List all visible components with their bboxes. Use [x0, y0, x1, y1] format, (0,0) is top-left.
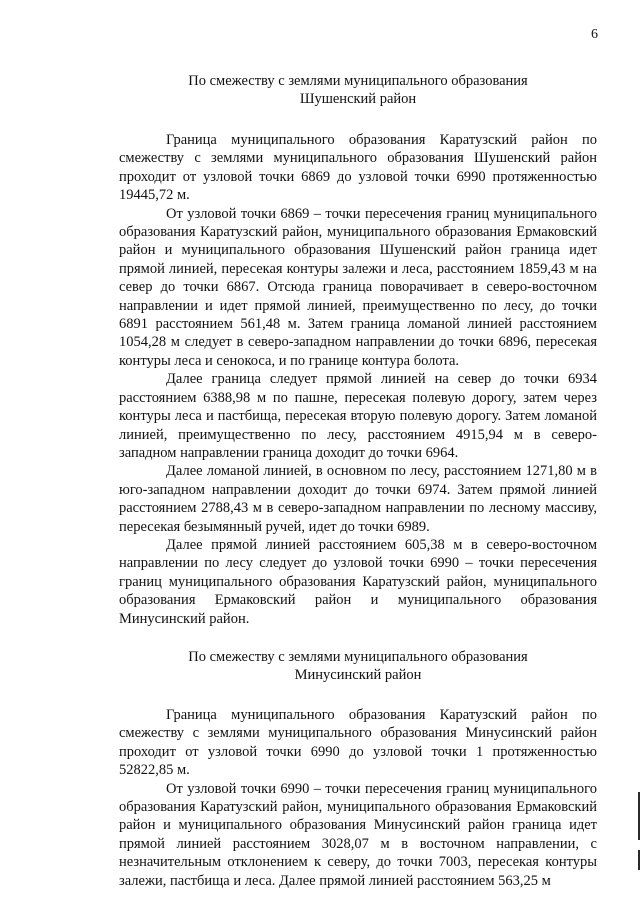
- paragraph: От узловой точки 6990 – точки пересечения границ муниципального образования Каратузский район, муниципального образования Ермаковский район и муниципального образования Минусинский район граница идет прямой линией расстоянием 3028,07 м в восточном направлении, с незначительным отклонением к северу, до точки 7003, пересекая контуры залежи, пастбища и леса. Далее прямой линией расстоянием 563,25 м: [119, 780, 597, 889]
- section-heading-shushensky: [119, 72, 597, 108]
- paragraph: От узловой точки 6869 – точки пересечения границ муниципального образования Каратузский район, муниципального образования Ермаковский район и муниципального образования Шушенский район граница идет прямой линией, пересекая контуры залежи и леса, расстоянием 1859,43 м на север до точки 6867. Отсюда граница поворачивает в северо-восточном направлении и идет прямой линией, преимущественно по лесу, до точки 6891 расстоянием 561,48 м. Затем граница ломаной линией расстоянием 1054,28 м следует в северо-западном направлении до точки 6896, пересекая контуры леса и сенокоса, и по границе контура болота.: [119, 205, 597, 369]
- section-heading-district: Минусинский район: [294, 666, 422, 683]
- paragraph: Далее ломаной линией, в основном по лесу, расстоянием 1271,80 м в юго-западном направлении доходит до точки 6974. Затем прямой линией расстоянием 2788,43 м в северо-западном направлении по лесному массиву, пересекая безымянный ручей, идет до точки 6989.: [119, 463, 597, 535]
- paragraph: Далее граница следует прямой линией на север до точки 6934 расстоянием 6388,98 м по пашне, пересекая полевую дорогу, затем через контуры леса и пастбища, пересекая вторую полевую дорогу. Затем ломаной линией, преимущественно по лесу, расстоянием 4915,94 м в северо-западном направлении граница доходит до точки 6964.: [119, 371, 597, 461]
- page-number: 6: [591, 27, 598, 42]
- section-heading-line: По смежеству с землями муниципального образования: [188, 73, 528, 89]
- document-body: [119, 72, 597, 890]
- section-heading-minusinsky: [119, 648, 597, 684]
- section-heading-line: По смежеству с землями муниципального образования: [188, 648, 528, 665]
- paragraph: Далее прямой линией расстоянием 605,38 м в северо-восточном направлении по лесу следует до узловой точки 6990 – точки пересечения границ муниципального образования Каратузский район, муниципального образования Ермаковский район и муниципального образования Минусинский район.: [119, 536, 597, 627]
- section-heading-district: Шушенский район: [299, 91, 417, 107]
- paragraph: Граница муниципального образования Каратузский район по смежеству с землями муниципального образования Минусинский район проходит от узловой точки 6990 до узловой точки 1 протяженностью 52822,85 м.: [119, 706, 597, 779]
- paragraph: Граница муниципального образования Каратузский район по смежеству с землями муниципального образования Шушенский район проходит от узловой точки 6869 до узловой точки 6990 протяженностью 19445,72 м.: [119, 132, 597, 204]
